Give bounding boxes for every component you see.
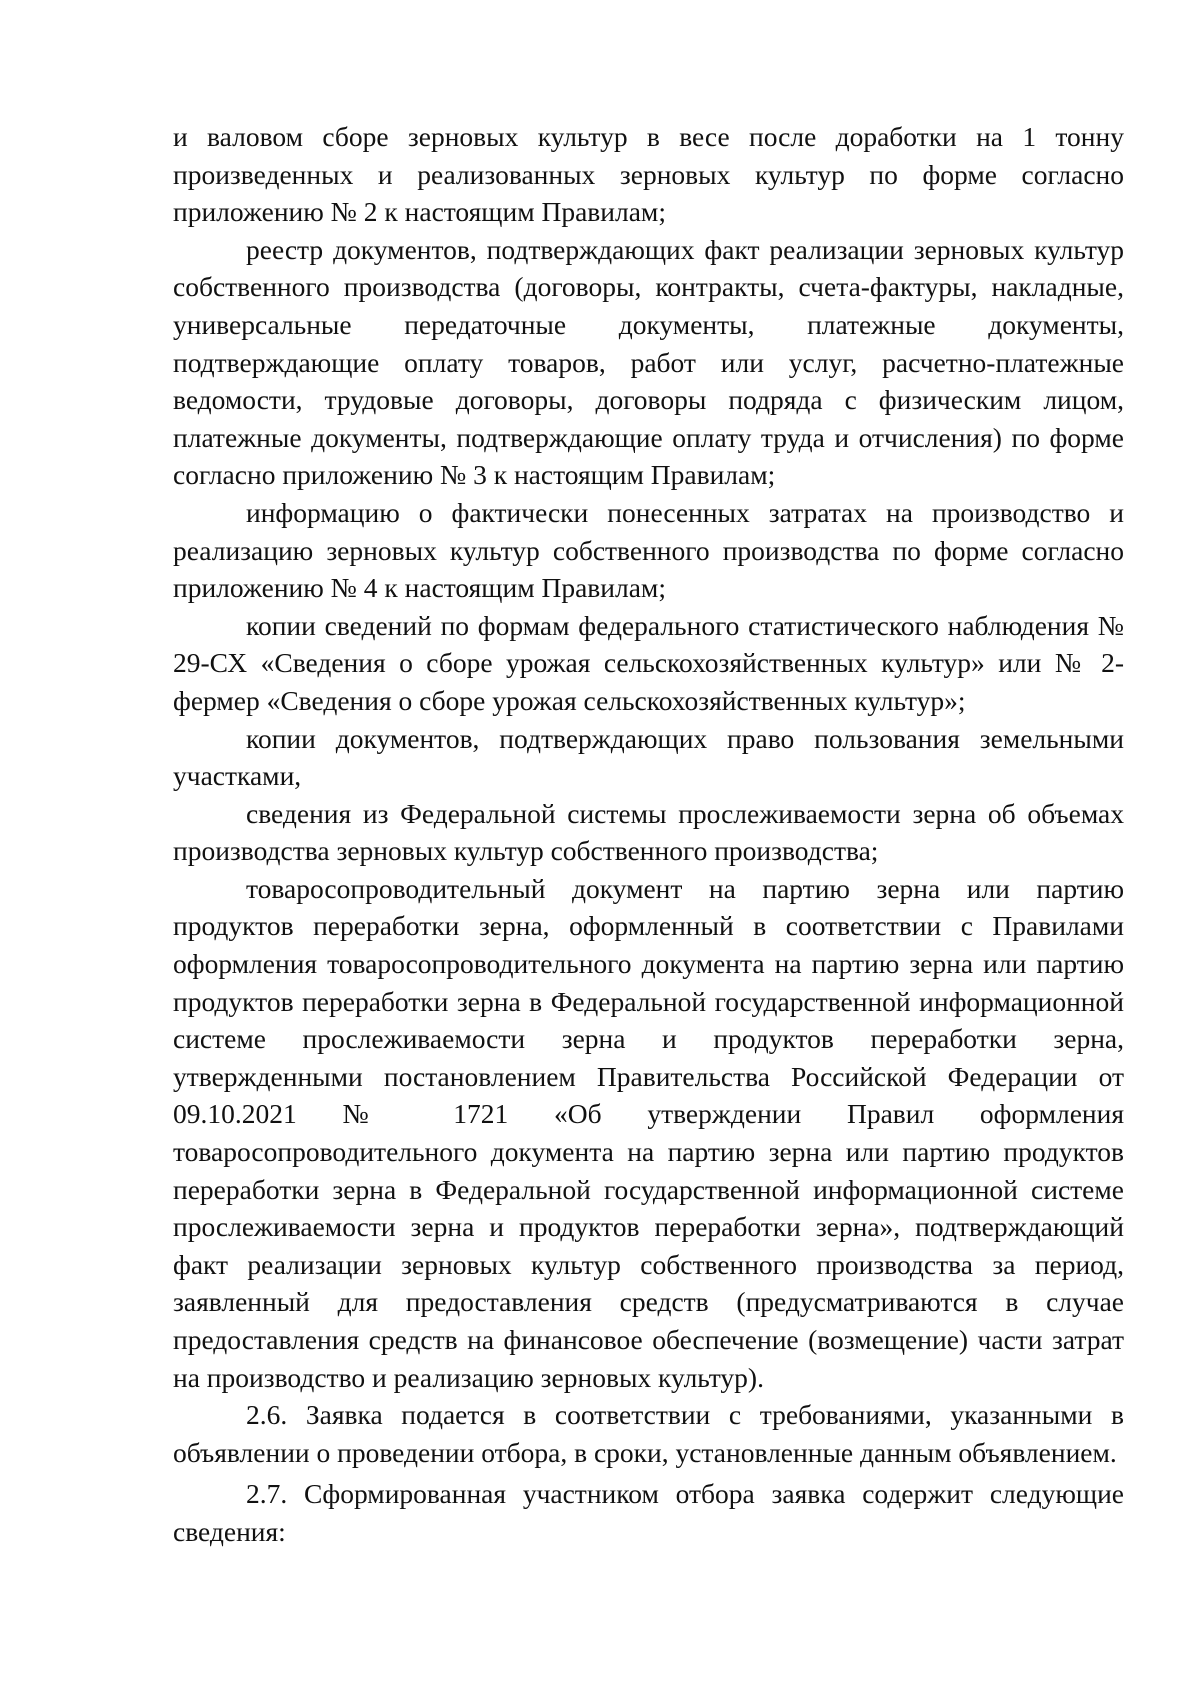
paragraph-traceability-info: сведения из Федеральной системы прослеживаемости зерна об объемах производства зерновых культур собственного производства;: [173, 797, 1124, 867]
paragraph-accompanying-document: товаросопроводительный документ на партию зерна или партию продуктов переработки зерна, оформленный в соответствии с Правилами оформления товаросопроводительного документа на партию зерна или партию продуктов переработки зерна в Федеральной государственной информационной системе прослеживаемости зерна и продуктов переработки зерна, утвержденными постановлением Правительства Российской Федерации от 09.10.2021 № 1721 «Об утверждении Правил оформления товаросопроводительного документа на партию зерна или партию продуктов переработки зерна в Федеральной государственной информационной системе прослеживаемости зерна и продуктов переработки зерна», подтверждающий факт реализации зерновых культур собственного производства за период, заявленный для предоставления средств (предусматриваются в случае предоставления средств на финансовое обеспечение (возмещение) части затрат на производство и реализацию зерновых культур).: [173, 872, 1124, 1393]
paragraph-land-rights-copies: копии документов, подтверждающих право пользования земельными участками,: [173, 722, 1124, 792]
paragraph-section-2-6: 2.6. Заявка подается в соответствии с требованиями, указанными в объявлении о проведении отбора, в сроки, установленные данным объявлением.: [173, 1399, 1124, 1468]
paragraph-actual-costs-info: информацию о фактически понесенных затратах на производство и реализацию зерновых культур собственного производства по форме согласно приложению № 4 к настоящим Правилам;: [173, 496, 1124, 604]
document-body: [173, 118, 1124, 1551]
paragraph-statistical-copies: копии сведений по формам федерального статистического наблюдения № 29-СХ «Сведения о сборе урожая сельскохозяйственных культур» или № 2-фермер «Сведения о сборе урожая сельскохозяйственных культур»;: [173, 609, 1124, 716]
paragraph-section-2-7: 2.7. Сформированная участником отбора заявка содержит следующие сведения:: [173, 1478, 1124, 1547]
paragraph-continuation: и валовом сборе зерновых культур в весе после доработки на 1 тонну произведенных и реализованных зерновых культур по форме согласно приложению № 2 к настоящим Правилам;: [173, 121, 1124, 228]
paragraph-registry-of-documents: реестр документов, подтверждающих факт реализации зерновых культур собственного производства (договоры, контракты, счета-фактуры, накладные, универсальные передаточные документы, платежные документы, подтверждающие оплату товаров, работ или услуг, расчетно-платежные ведомости, трудовые договоры, договоры подряда с физическим лицом, платежные документы, подтверждающие оплату труда и отчисления) по форме согласно приложению № 3 к настоящим Правилам;: [173, 233, 1124, 491]
